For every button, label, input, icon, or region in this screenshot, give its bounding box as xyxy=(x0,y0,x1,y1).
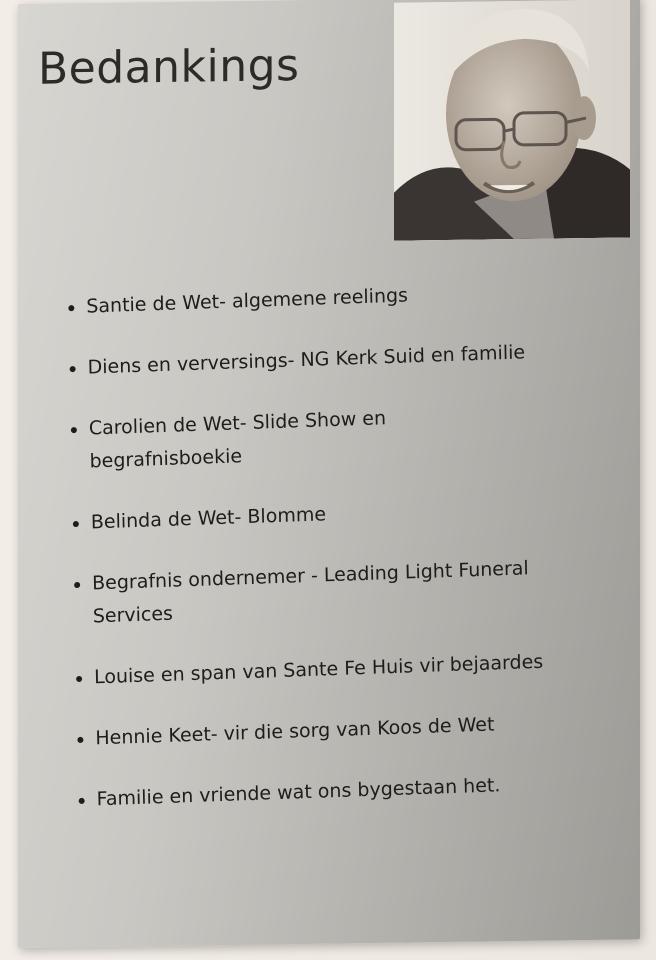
portrait-photo xyxy=(394,0,630,241)
booklet-page xyxy=(18,0,640,948)
list-item: Santie de Wet- algemene reelings xyxy=(66,272,607,324)
page-title: Bedankings xyxy=(38,40,300,95)
thanks-list xyxy=(66,272,617,817)
list-item: Begrafnis ondernemer - Leading Light Funeral Services xyxy=(72,551,573,634)
list-item: Belinda de Wet- Blomme xyxy=(71,488,612,540)
list-item: Carolien de Wet- Slide Show en begrafnisboekie xyxy=(69,401,420,479)
list-item: Diens en verversings- NG Kerk Suid en familie xyxy=(67,333,608,385)
list-item: Hennie Keet- vir die sorg van Koos de Wet xyxy=(75,704,616,756)
list-item: Familie en vriende wat ons bygestaan het. xyxy=(76,765,617,817)
list-item: Louise en span van Sante Fe Huis vir bejaardes xyxy=(74,643,615,695)
